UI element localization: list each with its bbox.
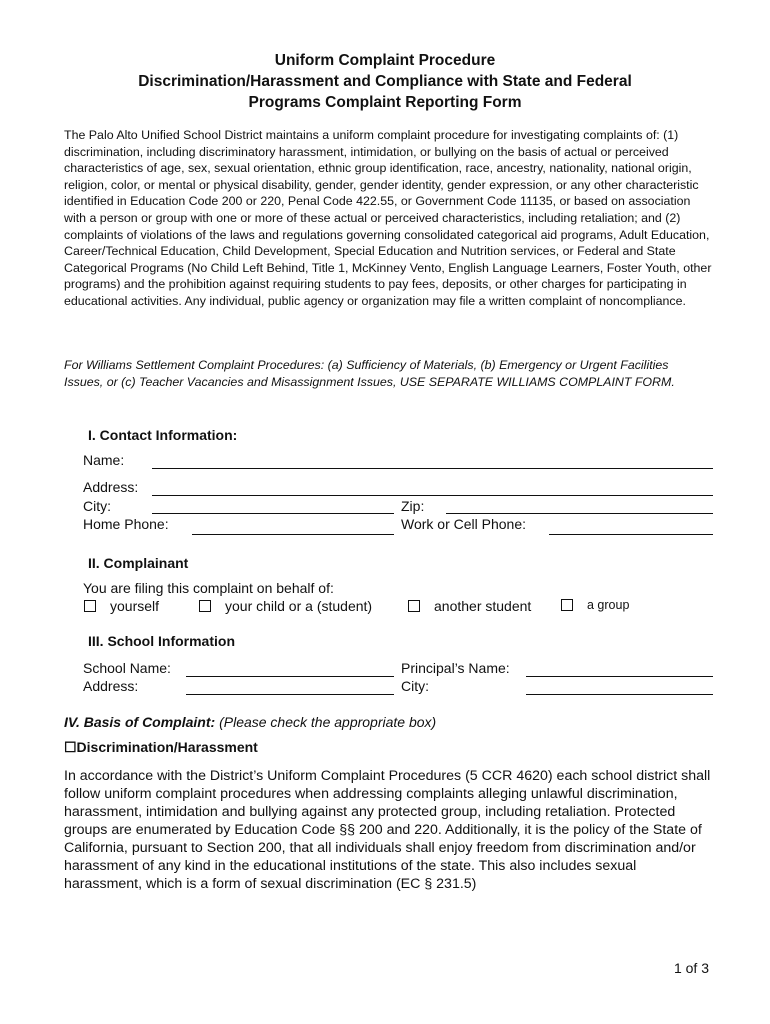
- school-city-label: City:: [401, 678, 429, 694]
- address-label: Address:: [83, 479, 139, 495]
- williams-note: For Williams Settlement Complaint Procedures: (a) Sufficiency of Materials, (b) Emergency or Urgent Facilities Issues, or (c) Teacher Vacancies and Misassignment Issues, USE SEPARATE WILLIAMS COMPLAINT FORM.: [64, 358, 675, 389]
- school-name-field[interactable]: [186, 676, 394, 677]
- complainant-prompt: You are filing this complaint on behalf of:: [83, 580, 334, 596]
- complainant-heading: II. Complainant: [88, 555, 189, 571]
- checkbox-discrimination-harassment[interactable]: ☐Discrimination/Harassment: [64, 739, 258, 755]
- form-title: [0, 50, 770, 113]
- address-field[interactable]: [152, 495, 713, 496]
- title-line-2: Discrimination/Harassment and Compliance with State and Federal: [138, 73, 632, 90]
- basis-body-paragraph: In accordance with the District’s Uniform Complaint Procedures (5 CCR 4620) each school district shall follow uniform complaint procedures when addressing complaints alleging unlawful discrimination, harassment, intimidation and bullying against any protected group, including retaliation. Protected groups are enumerated by Education Code §§ 200 and 220. Additionally, it is the policy of the State of California, pursuant to Section 200, that all individuals shall enjoy freedom from discrimination and/or harassment of any kind in the educational institutions of the state. This also includes sexual harassment, which is a form of sexual discrimination (EC § 231.5): [64, 768, 711, 892]
- checkbox-square-icon[interactable]: [84, 600, 96, 612]
- checkbox-yourself-label: yourself: [110, 598, 160, 614]
- title-line-3: Programs Complaint Reporting Form: [248, 94, 522, 111]
- home-phone-field[interactable]: [192, 534, 394, 535]
- name-label: Name:: [83, 452, 125, 468]
- school-address-field[interactable]: [186, 694, 394, 695]
- checkbox-your-child-label: your child or a (student): [225, 598, 373, 614]
- checkbox-another-student[interactable]: [408, 598, 531, 614]
- checkbox-another-student-label: another student: [434, 598, 532, 614]
- school-name-label: School Name:: [83, 660, 171, 676]
- city-label: City:: [83, 498, 111, 514]
- principal-label: Principal’s Name:: [401, 660, 510, 676]
- contact-heading: I. Contact Information:: [88, 427, 238, 443]
- title-line-1: Uniform Complaint Procedure: [274, 52, 496, 69]
- name-field[interactable]: [152, 468, 713, 469]
- school-city-field[interactable]: [526, 694, 713, 695]
- checkbox-a-group-label: a group: [587, 598, 630, 612]
- city-field[interactable]: [152, 513, 394, 514]
- checkbox-a-group[interactable]: [561, 598, 629, 612]
- checkbox-yourself[interactable]: [84, 598, 159, 614]
- basis-heading: IV. Basis of Complaint:: [64, 714, 216, 730]
- zip-label: Zip:: [401, 498, 425, 514]
- checkbox-your-child[interactable]: [199, 598, 372, 614]
- checkbox-square-icon[interactable]: [199, 600, 211, 612]
- page-number: 1 of 3: [673, 960, 709, 976]
- home-phone-label: Home Phone:: [83, 516, 169, 532]
- intro-paragraph: The Palo Alto Unified School District maintains a uniform complaint procedure for investigating complaints of: (1) discrimination, including discriminatory harassment, intimidation, or bullying on the basis of actual or perceived characteristics of age, sex, sexual orientation, ethnic group identification, race, ancestry, nationality, national origin, religion, color, or mental or physical disability, gender, gender identity, gender expression, or any other characteristic identified in Education Code 200 or 220, Penal Code 422.55, or Government Code 11135, or based on association with a person or group with one or more of these actual or perceived characteristics, including retaliation; and (2) complaints of violations of the laws and regulations governing consolidated categorical aid programs, Adult Education, Career/Technical Education, Child Development, Special Education and Nutrition services, or Federal and State Categorical Programs (No Child Left Behind, Title 1, McKinney Vento, English Language Learners, Foster Youth, other programs) and the prohibition against requiring students to pay fees, deposits, or other charges for participating in educational activities. Any individual, public agency or organization may file a written complaint of noncompliance.: [64, 128, 712, 308]
- work-phone-field[interactable]: [549, 534, 713, 535]
- school-address-label: Address:: [83, 678, 139, 694]
- zip-field[interactable]: [446, 513, 713, 514]
- basis-instruction: (Please check the appropriate box): [219, 714, 437, 730]
- work-phone-label: Work or Cell Phone:: [401, 516, 527, 532]
- principal-field[interactable]: [526, 676, 713, 677]
- school-heading: III. School Information: [88, 633, 235, 649]
- basis-heading-row: [64, 714, 436, 730]
- checkbox-square-icon[interactable]: [561, 599, 573, 611]
- checkbox-square-icon[interactable]: [408, 600, 420, 612]
